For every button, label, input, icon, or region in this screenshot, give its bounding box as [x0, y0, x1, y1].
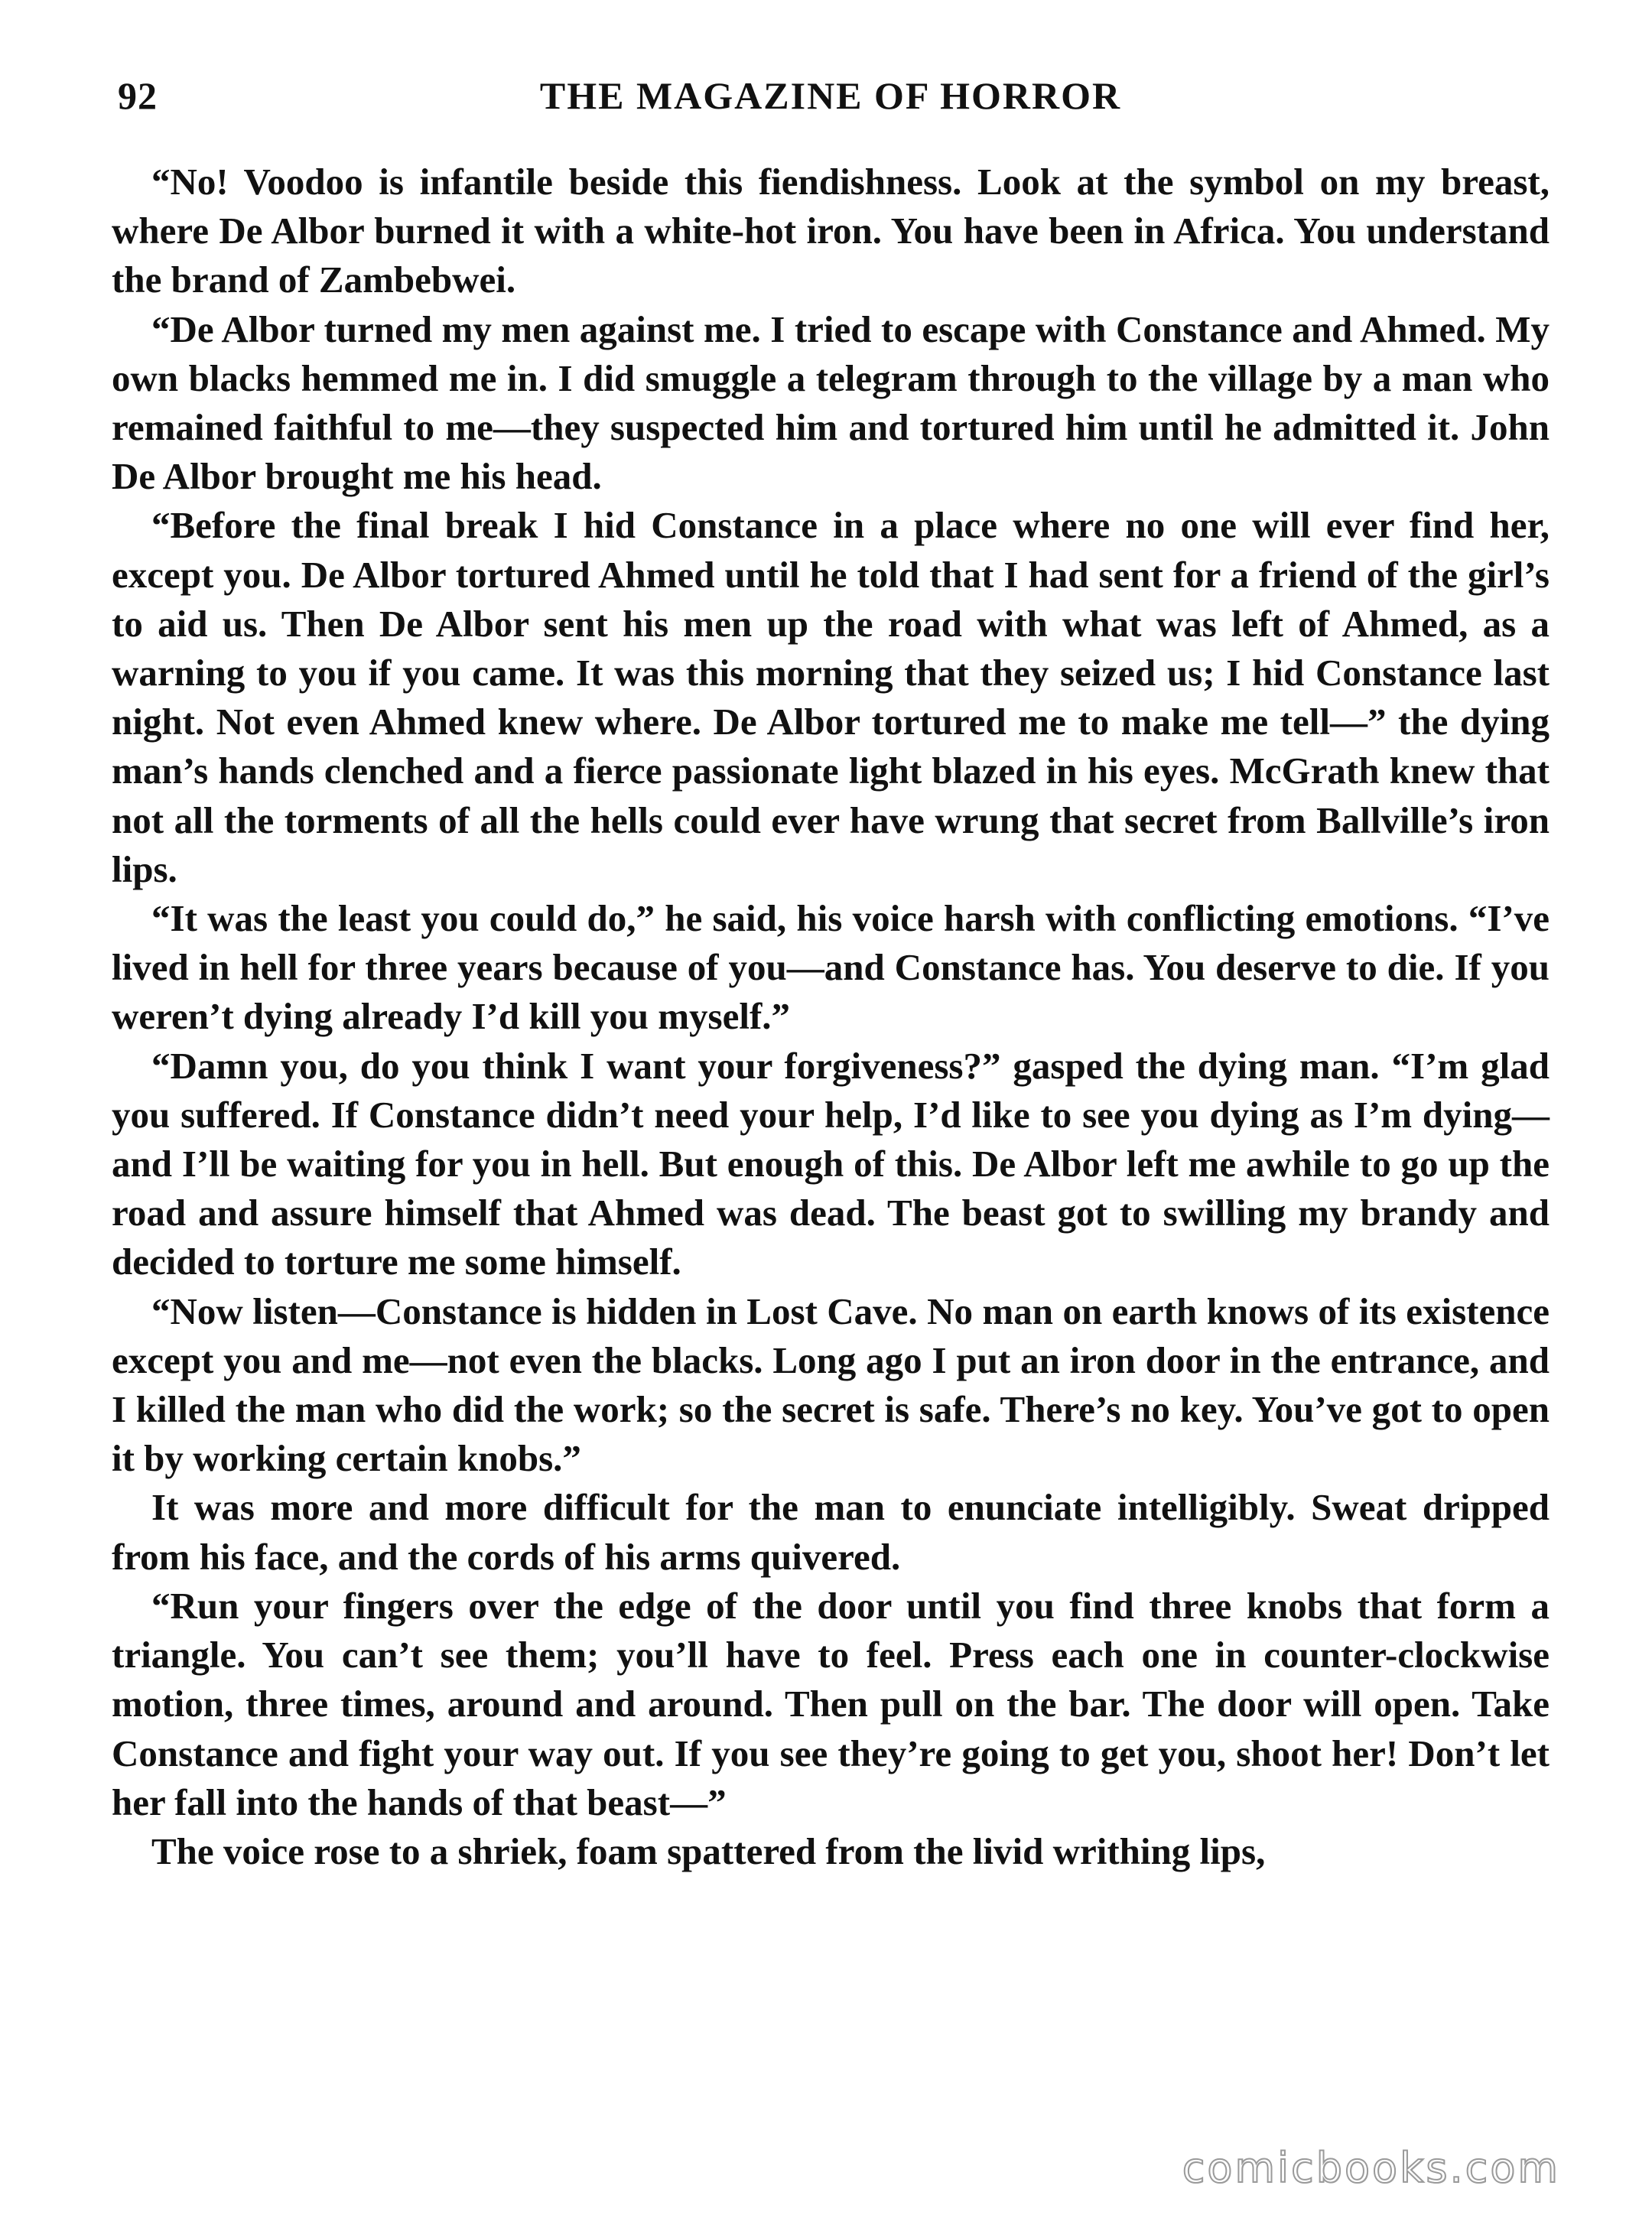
- paragraph: “Run your fingers over the edge of the door until you find three knobs that form a triangle. You can’t see them; you’ll have to feel. Press each one in counter-clockwise motion, three times, around and around. Then pull on the bar. The door will open. Take Constance and fight your way out. If you see they’re going to get you, shoot her! Don’t let her fall into the hands of that beast—”: [112, 1584, 1550, 1823]
- page-number: 92: [118, 74, 158, 117]
- paragraph: “Now listen—Constance is hidden in Lost Cave. No man on earth knows of its existence except you and me—not even the blacks. Long ago I put an iron door in the entrance, and I killed the man who did the work; so the secret is safe. There’s no key. You’ve got to open it by working certain knobs.”: [112, 1289, 1550, 1480]
- story-body: [112, 158, 1550, 1876]
- paragraph: “No! Voodoo is infantile beside this fiendishness. Look at the symbol on my breast, where De Albor burned it with a white-hot iron. You have been in Africa. You understand the brand of Zambebwei.: [112, 161, 1550, 301]
- paragraph: The voice rose to a shriek, foam spattered from the livid writhing lips,: [151, 1829, 1266, 1872]
- paragraph: It was more and more difficult for the man to enunciate intelligibly. Sweat dripped from his face, and the cords of his arms quivered.: [112, 1486, 1550, 1578]
- running-head: THE MAGAZINE OF HORROR: [539, 74, 1122, 117]
- paragraph: “Damn you, do you think I want your forgiveness?” gasped the dying man. “I’m glad you suffered. If Constance didn’t need your help, I’d like to see you dying as I’m dying—and I’ll be waiting for you in hell. But enough of this. De Albor left me awhile to go up the road and assure himself that Ahmed was dead. The beast got to swilling my brandy and decided to torture me some himself.: [112, 1044, 1550, 1283]
- paragraph: “De Albor turned my men against me. I tried to escape with Constance and Ahmed. My own blacks hemmed me in. I did smuggle a telegram through to the village by a man who remained faithful to me—they suspected him and tortured him until he admitted it. John De Albor brought me his head.: [112, 307, 1550, 498]
- watermark: comicbooks.com: [1182, 2144, 1560, 2192]
- paragraph: “Before the final break I hid Constance in a place where no one will ever find her, except you. De Albor tortured Ahmed until he told that I had sent for a friend of the girl’s to aid us. Then De Albor sent his men up the road with what was left of Ahmed, as a warning to you if you came. It was this morning that they seized us; I hid Constance last night. Not even Ahmed knew where. De Albor tortured me to make me tell—” the dying man’s hands clenched and a fierce passionate light blazed in his eyes. McGrath knew that not all the torments of all the hells could ever have wrung that secret from Ballville’s iron lips.: [112, 504, 1550, 890]
- page-header: [112, 73, 1550, 127]
- paragraph: “It was the least you could do,” he said, his voice harsh with conflicting emotions. “I’ve lived in hell for three years because of you—and Constance has. You deserve to die. If you weren’t dying already I’d kill you myself.”: [112, 897, 1550, 1038]
